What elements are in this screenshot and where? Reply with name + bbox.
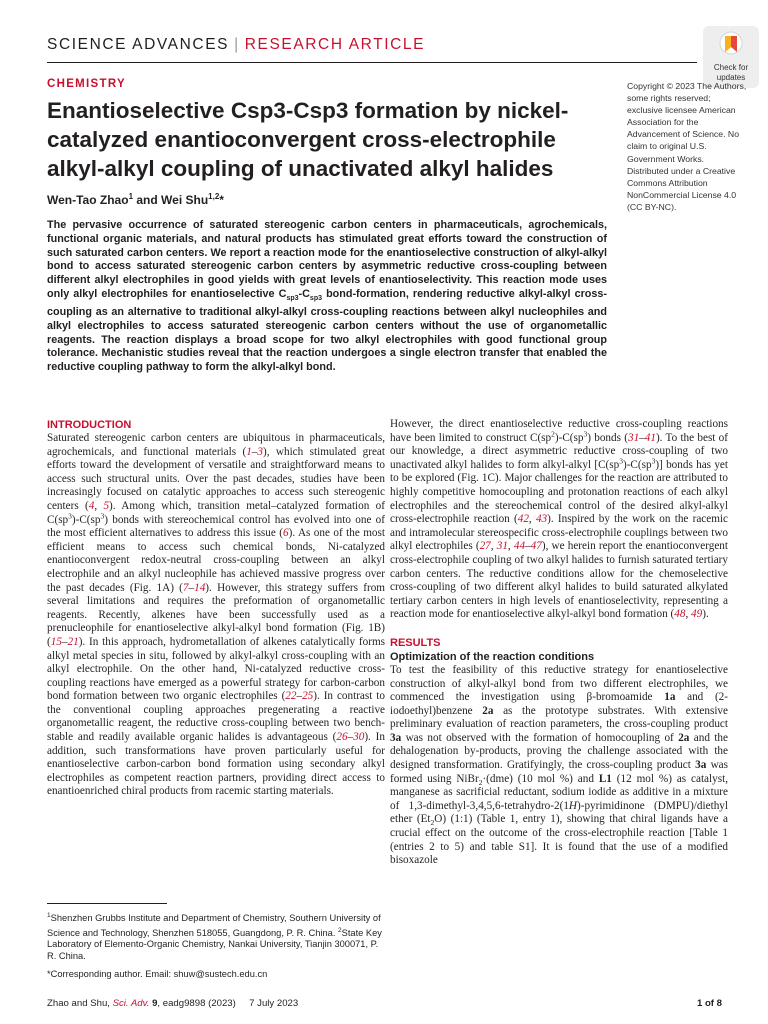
header-separator: |: [234, 36, 240, 53]
body-column-right: [390, 418, 728, 868]
citation-link[interactable]: 21: [67, 635, 79, 648]
citation-link[interactable]: 4: [88, 499, 95, 512]
citation-link[interactable]: 25: [302, 690, 314, 703]
results-paragraph: To test the feasibility of this reductive strategy for enantioselective construction of alkyl-alkyl bond from two different electrophiles, we commenced the investigation using β-bromoamide 1a and (2-iodoethyl)benzene 2a as the prototype substrates. With extensive preliminary evaluation of reaction parameters, the cross-coupling product 3a was not observed with the formation of homocoupling of 2a and the dehalogenation by-products, proving the challenge associated with the designed transformation. Gratifyingly, the cross-coupling product 3a was formed using NiBr$_2$·(dme) (10 mol %) and L1 (12 mol %) as catalyst, manganese as sacrificial reductant, sodium iodide as additive in a mixture of 1,3-dimethyl-3,4,5,6-tetrahydro-2(1H)-pyrimidinone (DMPU)/diethyl ether $(Et_2O)$ (1:1) (Table 1, entry 1), showing that chiral ligands have a crucial effect on the outcome of the cross-electrophile reaction [Table 1 (entries 2 to 5) and table S1]. It is found that the use of a modified bisoxazole: [390, 663, 729, 867]
affiliations: $^1$Shenzhen Grubbs Institute and Department of Chemistry, Southern University of Science and Technology, Shenzhen 518055, Guangdong, P. R. China. $^2$State Key Laboratory of Elemento-Organic Chemistry, Nankai University, Tianjin 300071, P. R. China.: [47, 912, 382, 961]
results-heading: RESULTS: [390, 636, 441, 649]
introduction-paragraph: Saturated stereogenic carbon centers are ubiquitous in pharmaceuticals, agrochemicals, and functional materials (1–3), which stimulated great efforts toward the development of versatile and straightforward means to access such structural units. Over the past decades, studies have been increasingly focused on catalytic approaches to access such stereogenic centers (4, 5). Among which, transition metal–catalyzed formation of $C(sp^3)-C(sp^3)$ bonds with stereochemical control has evolved into one of the most efficient alternatives to address this issue (6). As one of the most efficient means to access such chemical bonds, Ni-catalyzed enantioconvergent redox-neutral cross-coupling between an alkyl electrophile and an alkyl nucleophile has achieved massive progress over the past decades (Fig. 1A) (7–14). However, this strategy suffers from several limitations and requires the preformation of organometallic reagents. Recently, alkenes have been successfully used as a prenucleophile for enantioselective alkyl-alkyl bond formation (Fig. 1B) (15–21). In this approach, hydrometallation of alkenes catalytically forms alkyl metal species in situ, followed by alkyl-alkyl cross-coupling with an alkyl electrophile. On the other hand, Ni-catalyzed reductive cross-coupling reactions have emerged as a powerful strategy for carbon-carbon bond formation between two organic electrophiles (22–25). In contrast to the conventional coupling approaches pregenerating a reactive organometallic reagent, the reductive cross-coupling between two bench-stable and readily available organic halides is advantageous (26–30). In addition, such transformations have proven particularly useful for enantioselective carbon-carbon bond formation using secondary alkyl electrophiles as competent reaction partners, providing direct access to enantioenriched chiral products from racemic starting materials.: [47, 432, 385, 798]
citation-link[interactable]: 41: [644, 431, 656, 444]
citation-link[interactable]: 31: [627, 431, 640, 444]
citation-link[interactable]: 27: [479, 540, 491, 553]
copyright-notice: Copyright © 2023 The Authors, some rights reserved; exclusive licensee American Association for the Advancement of Science. No claim to original U.S. Government Works. Distributed under a Creative Commons Attribution NonCommercial License 4.0 (CC BY-NC).: [627, 81, 747, 212]
corresponding-mark: *: [219, 193, 224, 207]
affiliation-mark: 1: [128, 192, 134, 201]
affiliation-mark: 1,2: [208, 192, 220, 201]
citation-link[interactable]: 47: [530, 540, 542, 553]
article-type: RESEARCH ARTICLE: [244, 36, 426, 53]
section-label: CHEMISTRY: [47, 78, 126, 90]
introduction-paragraph: However, the direct enantioselective reductive cross-coupling reactions have been limited to construct $C(sp^2)-C(sp^3)$ bonds (31–41). To the best of our knowledge, a direct asymmetric reductive cross-coupling of two unactivated alkyl halides to form alkyl-alkyl $[C(sp^3)-C(sp^3)]$ bonds has yet to be explored (Fig. 1C). Major challenges for the reaction are attributed to highly competitive homocoupling and protonation reactions of each alkyl electrophiles and the stereochemical control of the desired alkyl-alkyl cross-electrophile reaction (42, 43). Inspired by the work on the racemic and intramolecular stereospecific cross-electrophile couplings between two alkyl electrophiles (27, 31, 44–47), we herein report the enantioconvergent cross-electrophile coupling of two alkyl halides to furnish saturated tertiary carbon centers. The reductive conditions allow for the chemoselective cross-coupling of two different alkyl halides to build saturated alkylated tertiary carbon centers in high levels of enantioselectivity, representing a reaction mode for enantioselective alkyl-alkyl bond formation (48, 49).: [390, 418, 729, 621]
journal-name: SCIENCE ADVANCES: [47, 36, 230, 53]
author-list: Wen-Tao Zhao$^1$ and Wei Shu$^{1,2}$*: [47, 192, 224, 207]
check-for-updates-label: Check for updates: [713, 63, 749, 82]
citation-link[interactable]: 42: [517, 513, 529, 526]
corresponding-author: *Corresponding author. Email: shuw@sustech.edu.cn: [47, 969, 268, 979]
citation-link[interactable]: 22: [285, 690, 297, 703]
citation-link[interactable]: 14: [194, 581, 206, 594]
citation-link[interactable]: 7: [182, 581, 189, 594]
article-title: Enantioselective Csp3-Csp3 formation by nickel-catalyzed enantioconvergent cross-electrophile alkyl-alkyl coupling of unactivated alkyl halides: [47, 98, 569, 181]
results-subheading: Optimization of the reaction conditions: [390, 650, 595, 663]
citation-link[interactable]: 15: [50, 635, 62, 648]
citation-link[interactable]: 43: [535, 513, 548, 526]
citation-link[interactable]: 5: [103, 499, 110, 512]
citation-link[interactable]: 26: [336, 731, 348, 744]
citation-link[interactable]: 3: [257, 445, 263, 458]
citation-link[interactable]: 44: [513, 540, 526, 553]
citation-link[interactable]: 1: [246, 445, 252, 458]
header-rule: [47, 62, 697, 63]
introduction-heading: INTRODUCTION: [47, 419, 132, 431]
citation-link[interactable]: 31: [496, 540, 508, 553]
citation-link[interactable]: 49: [691, 608, 703, 621]
bookmark-icon: [719, 30, 743, 62]
citation-link[interactable]: 30: [353, 731, 365, 744]
abstract: The pervasive occurrence of saturated stereogenic carbon centers in pharmaceuticals, agrochemicals, functional organic materials, and natural products has stimulated great efforts toward the construction of such saturated carbon centers. We report a reaction mode for the enantioselective construction of alkyl-alkyl bond to access saturated stereogenic carbon centers by asymmetric reductive cross-coupling between different alkyl electrophiles in good yields with great levels of enantioselectivity. This reaction mode uses only alkyl electrophiles for enantioselective $C_{sp3}-C_{sp3}$ bond-formation, rendering reductive alkyl-alkyl cross-coupling as an alternative to traditional alkyl-alkyl cross-coupling reactions between alkyl nucleophiles and alkyl electrophiles to access saturated stereogenic carbon centers without the use of organometallic reagents. The reaction displays a broad scope for two alkyl electrophiles with good functional group tolerance. Mechanistic studies reveal that the reaction undergoes a single electron transfer that enabled the reductive coupling pathway to form the alkyl-alkyl bond.: [47, 219, 607, 374]
author-name[interactable]: Wen-Tao Zhao: [47, 193, 129, 207]
author-name[interactable]: Wei Shu: [161, 193, 209, 207]
page-number: 1 of 8: [696, 998, 722, 1009]
body-column-left: [47, 418, 385, 799]
footnote-rule: [47, 903, 167, 904]
citation-link[interactable]: 6: [283, 527, 289, 540]
journal-header: [47, 36, 425, 54]
citation-footer: Zhao and Shu, Sci. Adv. 9, eadg9898 (2023) 7 July 2023: [47, 998, 299, 1009]
citation-link[interactable]: 48: [674, 608, 686, 621]
check-for-updates-button[interactable]: [703, 26, 759, 88]
